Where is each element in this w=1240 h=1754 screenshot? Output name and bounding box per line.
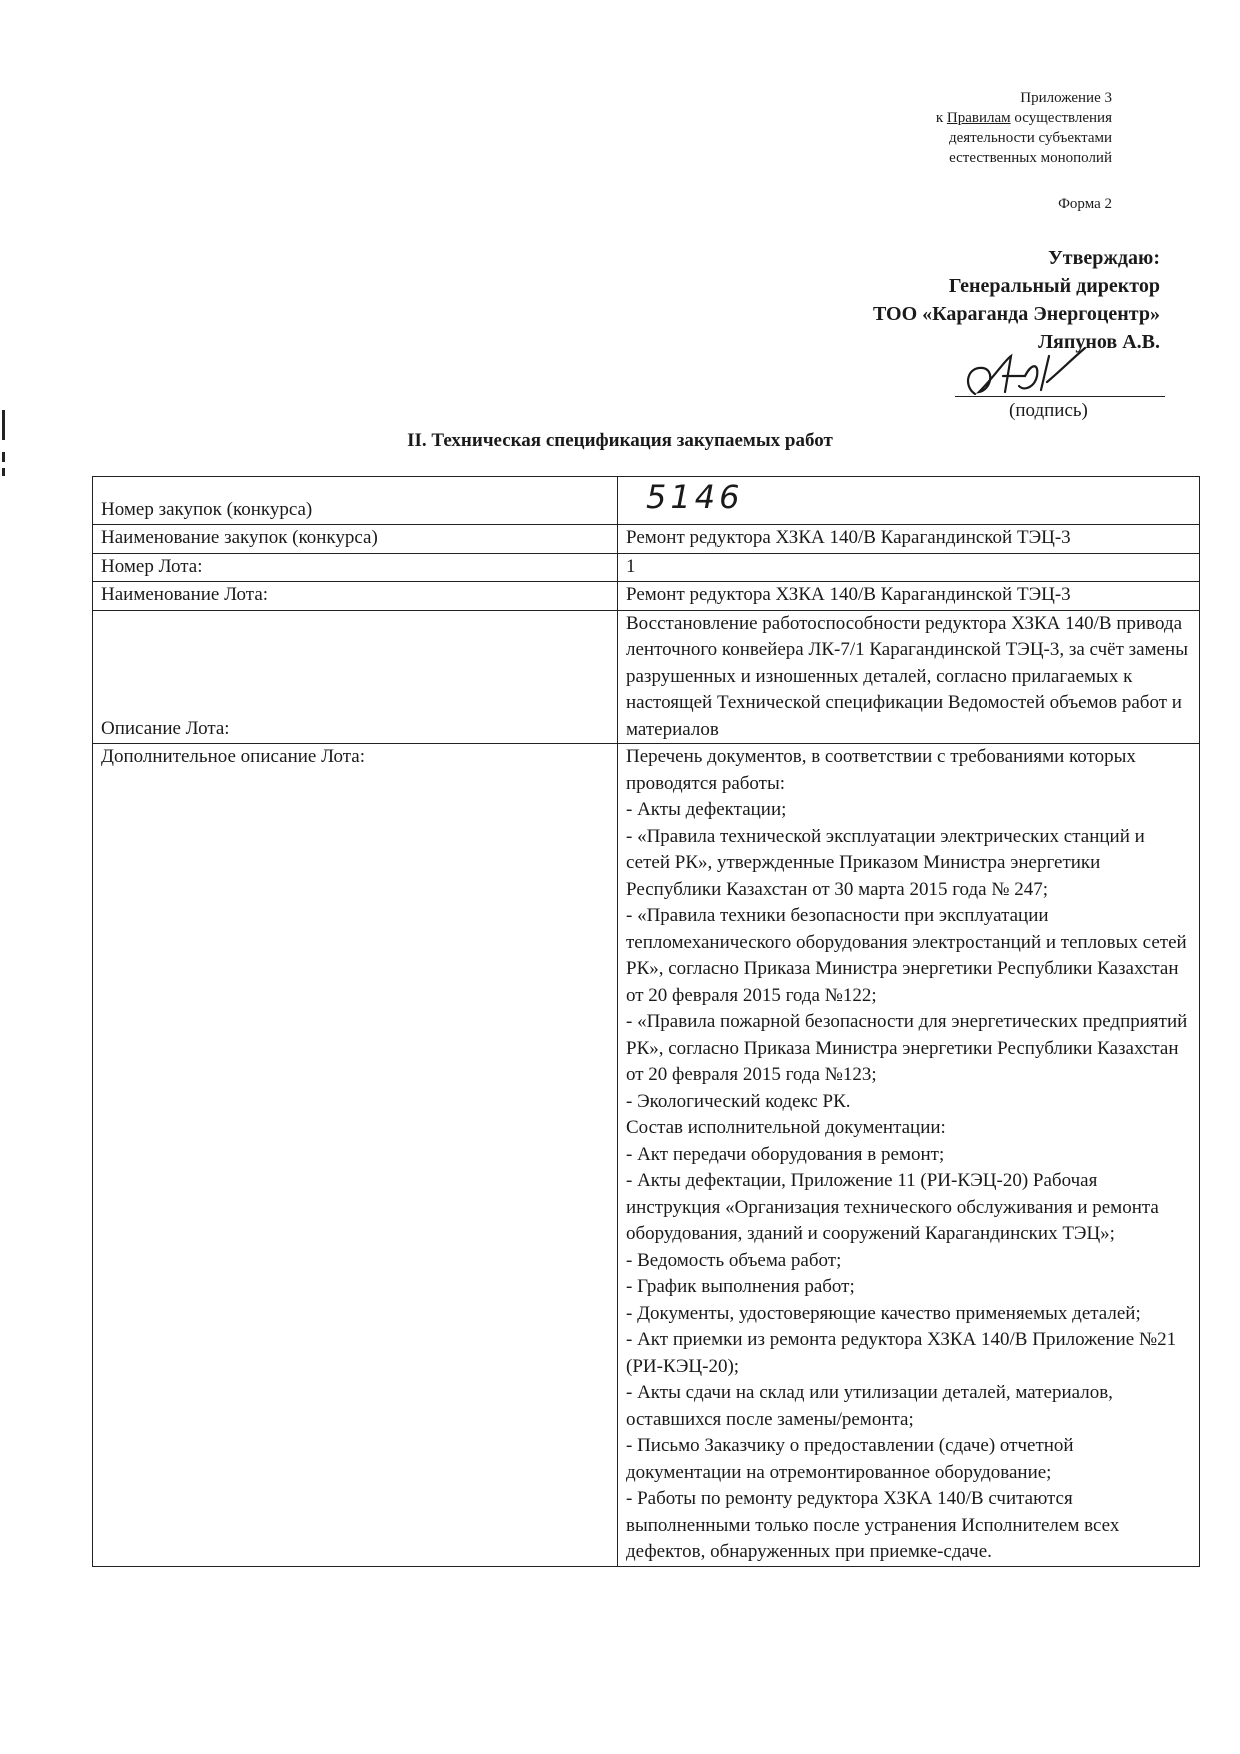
row-label-lot-number: Номер Лота: [93, 553, 618, 582]
additional-line: - Акт передачи оборудования в ремонт; [626, 1143, 945, 1165]
approval-line-1: Утверждаю: [1048, 247, 1160, 269]
scan-edge-mark [2, 468, 5, 476]
section-title: II. Техническая спецификация закупаемых работ [407, 430, 833, 451]
appendix-reference [936, 88, 1112, 168]
appendix-line-2 [936, 108, 1112, 128]
approval-line-2: Генеральный директор [948, 275, 1160, 297]
approval-line-4: Ляпунов А.В. [1038, 331, 1160, 353]
table-row [93, 553, 1200, 582]
additional-line: - «Правила техники безопасности при эксплуатации тепломеханического оборудования электростанций и тепловых сетей РК», согласно Приказа Министра энергетики Республики Казахстан от 20 февраля 2015 года №122; [626, 905, 1187, 1006]
additional-line: Состав исполнительной документации: [626, 1117, 946, 1138]
signature-caption: (подпись) [1009, 400, 1088, 421]
rules-link: Правилам [946, 110, 1011, 126]
row-value-lot-name: Ремонт редуктора ХЗКА 140/В Карагандинской ТЭЦ-3 [618, 582, 1200, 611]
row-label-lot-description: Описание Лота: [93, 610, 618, 744]
scan-edge-mark [2, 452, 5, 462]
appendix-line-4: естественных монополий [949, 150, 1112, 166]
additional-line: - График выполнения работ; [626, 1276, 855, 1297]
row-value-additional-description [618, 744, 1200, 1567]
specification-table [92, 476, 1200, 1567]
table-row [93, 582, 1200, 611]
additional-line: - Акты дефектации, Приложение 11 (РИ-КЭЦ-20) Рабочая инструкция «Организация технического обслуживания и ремонта оборудования, зданий и сооружений Карагандинских ТЭЦ»; [626, 1170, 1159, 1244]
row-label-lot-name: Наименование Лота: [93, 582, 618, 611]
appendix-line-1: Приложение 3 [1020, 90, 1112, 106]
table-row [93, 610, 1200, 744]
row-label-procurement-number: Номер закупок (конкурса) [93, 477, 618, 525]
table-row [93, 525, 1200, 554]
signature-scribble [955, 346, 1095, 406]
form-label: Форма 2 [1058, 196, 1112, 212]
approval-line-3: ТОО «Караганда Энергоцентр» [872, 303, 1160, 325]
additional-line: - Документы, удостоверяющие качество применяемых деталей; [626, 1302, 1141, 1324]
row-value-procurement-name: Ремонт редуктора ХЗКА 140/В Карагандинской ТЭЦ-3 [618, 525, 1200, 554]
row-label-additional-description: Дополнительное описание Лота: [93, 744, 618, 1567]
appendix-line-2-suffix: осуществления [1010, 110, 1112, 126]
table-row [93, 477, 1200, 525]
additional-line: Перечень документов, в соответствии с требованиями которых проводятся работы: [626, 746, 1136, 794]
additional-line: - Акты дефектации; [626, 799, 787, 820]
additional-line: - Акты сдачи на склад или утилизации деталей, материалов, оставшихся после замены/ремонта; [626, 1382, 1113, 1430]
additional-line: - «Правила технической эксплуатации электрических станций и сетей РК», утвержденные Приказом Министра энергетики Республики Казахстан от 30 марта 2015 года № 247; [626, 825, 1145, 900]
additional-line: - «Правила пожарной безопасности для энергетических предприятий РК», согласно Приказа Министра энергетики Республики Казахстан от 20 февраля 2015 года №123; [626, 1011, 1188, 1085]
handwritten-number: 5146 [646, 478, 744, 516]
signature-line [955, 396, 1165, 397]
additional-line: - Экологический кодекс РК. [626, 1090, 851, 1112]
table-row [93, 744, 1200, 1567]
row-value-lot-description: Восстановление работоспособности редуктора ХЗКА 140/В привода ленточного конвейера ЛК-7/1 Карагандинской ТЭЦ-3, за счёт замены разрушенных и изношенных деталей, согласно прилагаемых к настоящей Технической спецификации Ведомостей объемов работ и материалов [618, 610, 1200, 744]
appendix-line-3: деятельности субъектами [948, 130, 1112, 146]
row-value-procurement-number [618, 477, 1200, 525]
additional-line: - Акт приемки из ремонта редуктора ХЗКА 140/В Приложение №21 (РИ-КЭЦ-20); [626, 1329, 1177, 1377]
signature-area [955, 352, 1165, 432]
row-value-lot-number: 1 [618, 553, 1200, 582]
additional-line: - Ведомость объема работ; [626, 1249, 842, 1271]
approval-block [873, 244, 1160, 356]
appendix-line-2-prefix: к [935, 110, 947, 126]
additional-line: - Письмо Заказчику о предоставлении (сдаче) отчетной документации на отремонтированное оборудование; [626, 1435, 1074, 1483]
additional-line: - Работы по ремонту редуктора ХЗКА 140/В считаются выполненными только после устранения Исполнителем всех дефектов, обнаруженных при приемке-сдаче. [626, 1488, 1120, 1562]
row-label-procurement-name: Наименование закупок (конкурса) [93, 525, 618, 554]
